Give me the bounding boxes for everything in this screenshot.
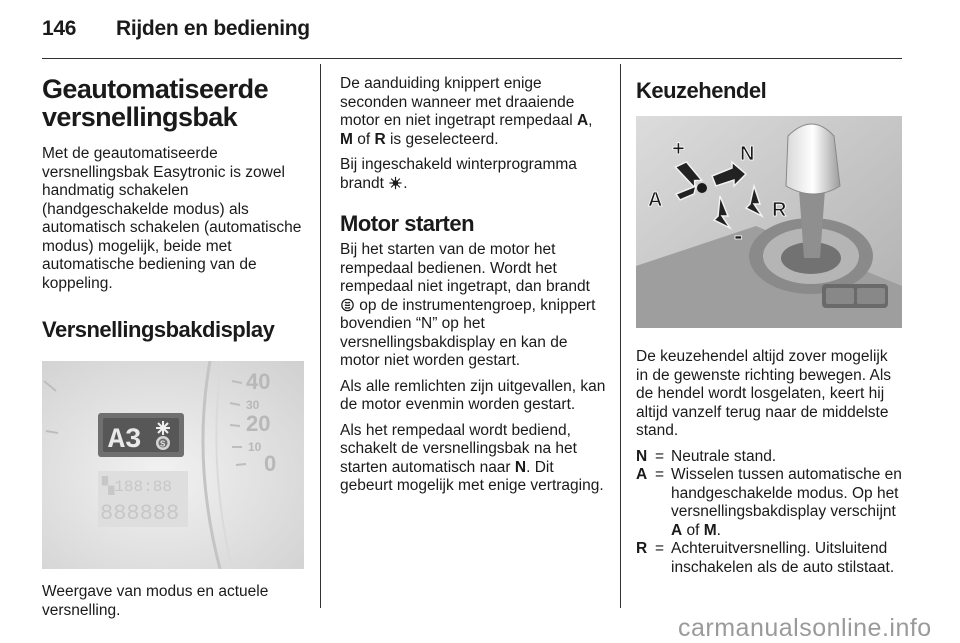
brake-lights-paragraph: Als alle remlichten zijn uitgevallen, kan de motor evenmin worden gestart. (340, 377, 606, 413)
page-number: 146 (42, 17, 77, 40)
brake-pedal-icon (340, 298, 355, 312)
winter-program-icon (388, 176, 403, 190)
photo-caption: Weergave van modus en actuele versnelling. (42, 583, 269, 619)
main-heading: Geautomatiseerde versnellingsbak (42, 74, 268, 132)
column-1 (42, 64, 308, 627)
svg-text:0: 0 (264, 451, 277, 476)
motor-start-heading: Motor starten (340, 211, 475, 236)
selector-body: De keuzehendel altijd zover mogelijk in de gewenste richting bewegen. Als de hendel wordt losgelaten, keert hij altijd vanzelf terug naar de middelste stand. (636, 348, 892, 439)
gearbox-display-photo (42, 361, 304, 569)
definition-list (636, 448, 902, 578)
intro-paragraph: Met de geautomatiseerde versnellingsbak Easytronic is zowel handmatig schakelen (handgeschakelde modus) als automatisch schakelen (automatische modus) mogelijk, beide met automatische bediening van de koppeling. (42, 145, 302, 292)
lever-label-minus: - (734, 220, 743, 250)
svg-text:10: 10 (248, 440, 262, 454)
winter-paragraph: Bij ingeschakeld winterprogramma brandt . (340, 156, 577, 192)
column-3 (636, 64, 902, 577)
display-gear-readout: A3 (108, 425, 142, 456)
definition-item: A = Wisselen tussen automatische en handgeschakelde modus. Op het versnellingsbakdisplay verschijnt A of M. (636, 466, 902, 539)
selector-lever-photo (636, 116, 902, 328)
svg-text:40: 40 (246, 369, 271, 394)
page-header (42, 17, 310, 41)
lever-label-n: N (740, 143, 755, 165)
lever-label-r: R (772, 199, 787, 221)
display-subheading: Versnellingsbakdisplay (42, 317, 275, 342)
snowflake-icon (156, 421, 170, 435)
definition-item: N = Neutrale stand. (636, 447, 777, 465)
start-paragraph: Bij het starten van de motor het rempedaal bedienen. Wordt het rempedaal niet ingetrapt, dan brandt op de instrumentengroep, knippert bovendien “N” op het versnellingsbakdisplay en kan de motor niet worden gestart. (340, 241, 596, 369)
svg-text:30: 30 (246, 398, 260, 412)
blink-paragraph: De aanduiding knippert enige seconden wanneer met draaiende motor en niet ingetrapt rempedaal A, M of R is geselecteerd. (340, 75, 593, 148)
gear-s-icon (156, 436, 170, 450)
svg-text:888888: 888888 (100, 501, 180, 526)
lever-label-a: A (648, 189, 663, 211)
column-divider-1 (320, 64, 321, 608)
svg-text:▚188:88: ▚188:88 (102, 478, 172, 496)
svg-text:20: 20 (246, 411, 271, 436)
lever-label-plus: + (672, 136, 685, 161)
svg-text:S: S (160, 439, 166, 449)
watermark: carmanualsonline.info (678, 614, 932, 642)
column-2 (340, 64, 608, 503)
header-rule (42, 58, 902, 59)
section-title: Rijden en bediening (116, 17, 310, 40)
selector-heading: Keuzehendel (636, 78, 767, 103)
column-divider-2 (620, 64, 621, 608)
definition-item: R = Achteruitversnelling. Uitsluitend inschakelen als de auto stilstaat. (636, 540, 895, 576)
neutral-paragraph: Als het rempedaal wordt bediend, schakelt de versnellingsbak na het starten automatisch naar N. Dit gebeurt mogelijk met enige vertraging. (340, 421, 604, 494)
